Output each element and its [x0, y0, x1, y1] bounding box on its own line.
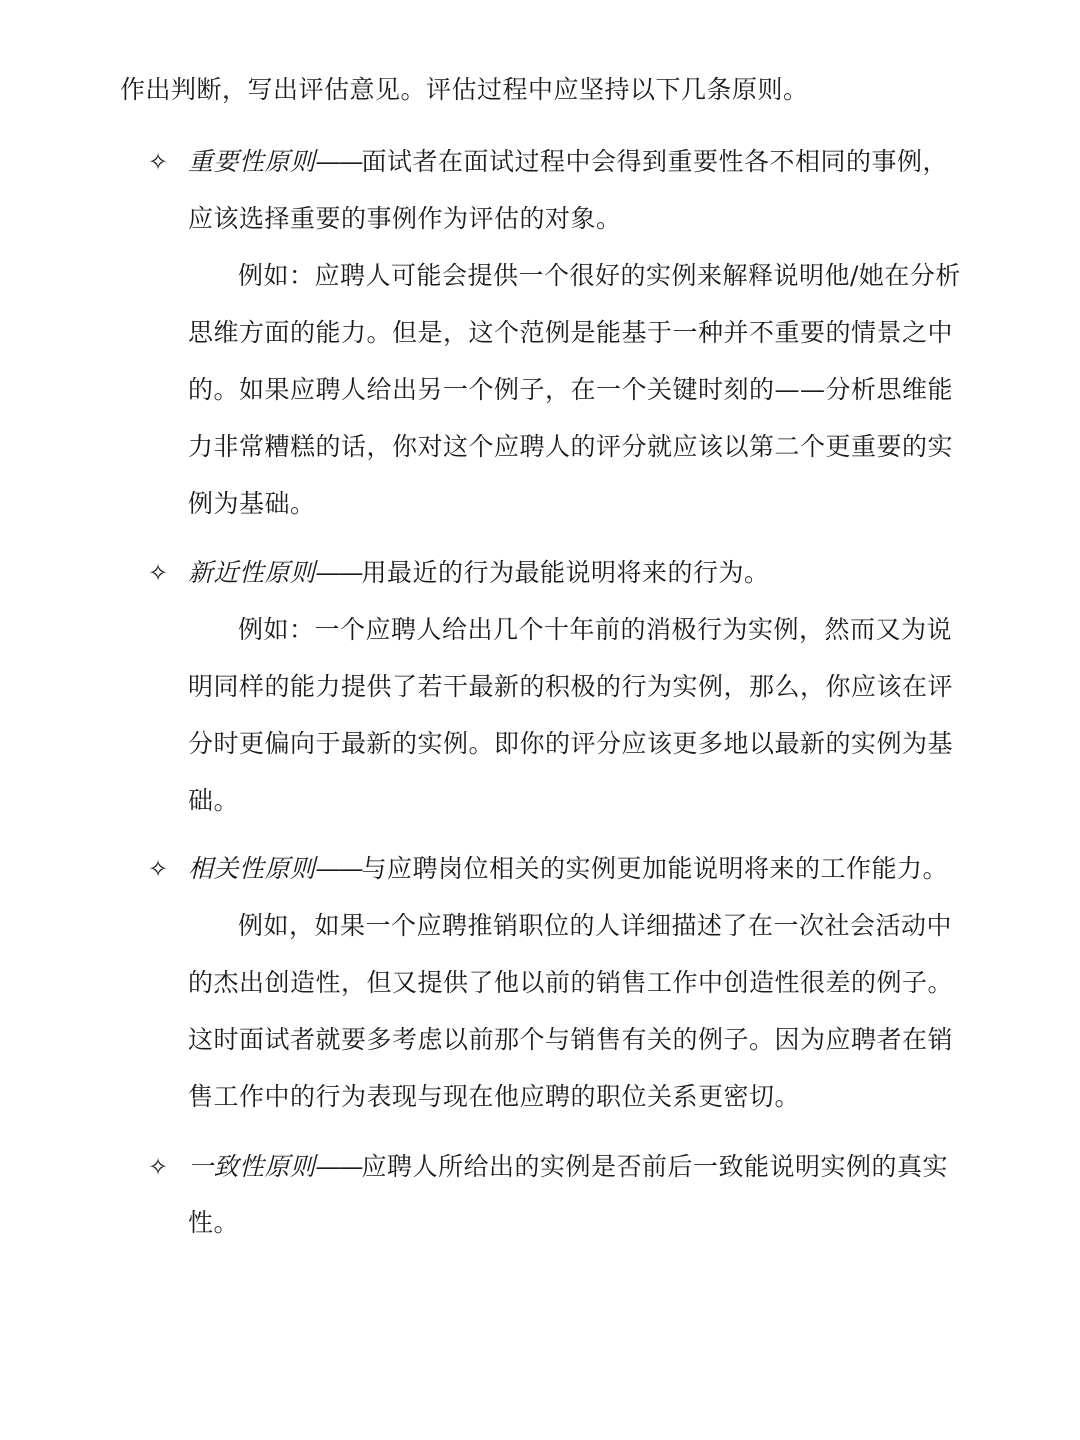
em-dash: ——: [315, 854, 362, 883]
principle-heading-line: [188, 1151, 948, 1183]
em-dash: ——: [315, 147, 362, 176]
principle-term: 重要性原则: [188, 147, 316, 176]
example-line: 例如：一个应聘人给出几个十年前的消极行为实例，然而又为说: [238, 615, 953, 644]
intro-paragraph: 作出判断，写出评估意见。评估过程中应坚持以下几条原则。: [120, 75, 809, 104]
em-dash: ——: [315, 558, 362, 587]
example-line: 分时更偏向于最新的实例。即你的评分应该更多地以最新的实例为基: [188, 729, 954, 758]
example-line: 售工作中的行为表现与现在他应聘的职位关系更密切。: [188, 1082, 801, 1111]
example-line: 思维方面的能力。但是，这个范例是能基于一种并不重要的情景之中: [188, 318, 954, 347]
principle-description-line: 应该选择重要的事例作为评估的对象。: [188, 204, 622, 233]
example-line: 明同样的能力提供了若干最新的积极的行为实例，那么，你应该在评: [188, 672, 954, 701]
principle-heading-line: [188, 146, 948, 178]
example-line: 这时面试者就要多考虑以前那个与销售有关的例子。因为应聘者在销: [188, 1025, 954, 1054]
example-line: 例如，如果一个应聘推销职位的人详细描述了在一次社会活动中: [238, 911, 953, 940]
example-line: 础。: [188, 786, 240, 815]
principle-term: 相关性原则: [188, 854, 316, 883]
example-line: 力非常糟糕的话，你对这个应聘人的评分就应该以第二个更重要的实: [188, 432, 954, 461]
principle-heading-line: [188, 853, 948, 885]
example-line: 的。如果应聘人给出另一个例子，在一个关键时刻的——分析思维能: [188, 375, 954, 404]
diamond-bullet-icon: ✧: [148, 855, 169, 883]
principle-description: 应聘人所给出的实例是否前后一致能说明实例的真实: [361, 1152, 949, 1181]
example-line: 例为基础。: [188, 489, 316, 518]
principle-description: 面试者在面试过程中会得到重要性各不相同的事例，: [361, 147, 949, 176]
diamond-bullet-icon: ✧: [148, 1153, 169, 1181]
principle-description: 与应聘岗位相关的实例更加能说明将来的工作能力。: [361, 854, 949, 883]
principle-term: 新近性原则: [188, 558, 316, 587]
principle-description-line: 性。: [188, 1208, 240, 1237]
principle-term: 一致性原则: [188, 1152, 316, 1181]
example-line: 例如：应聘人可能会提供一个很好的实例来解释说明他/她在分析: [238, 261, 961, 290]
diamond-bullet-icon: ✧: [148, 148, 169, 176]
em-dash: ——: [315, 1152, 362, 1181]
example-line: 的杰出创造性，但又提供了他以前的销售工作中创造性很差的例子。: [188, 968, 954, 997]
principle-description: 用最近的行为最能说明将来的行为。: [361, 558, 770, 587]
diamond-bullet-icon: ✧: [148, 559, 169, 587]
principle-heading-line: [188, 557, 770, 589]
